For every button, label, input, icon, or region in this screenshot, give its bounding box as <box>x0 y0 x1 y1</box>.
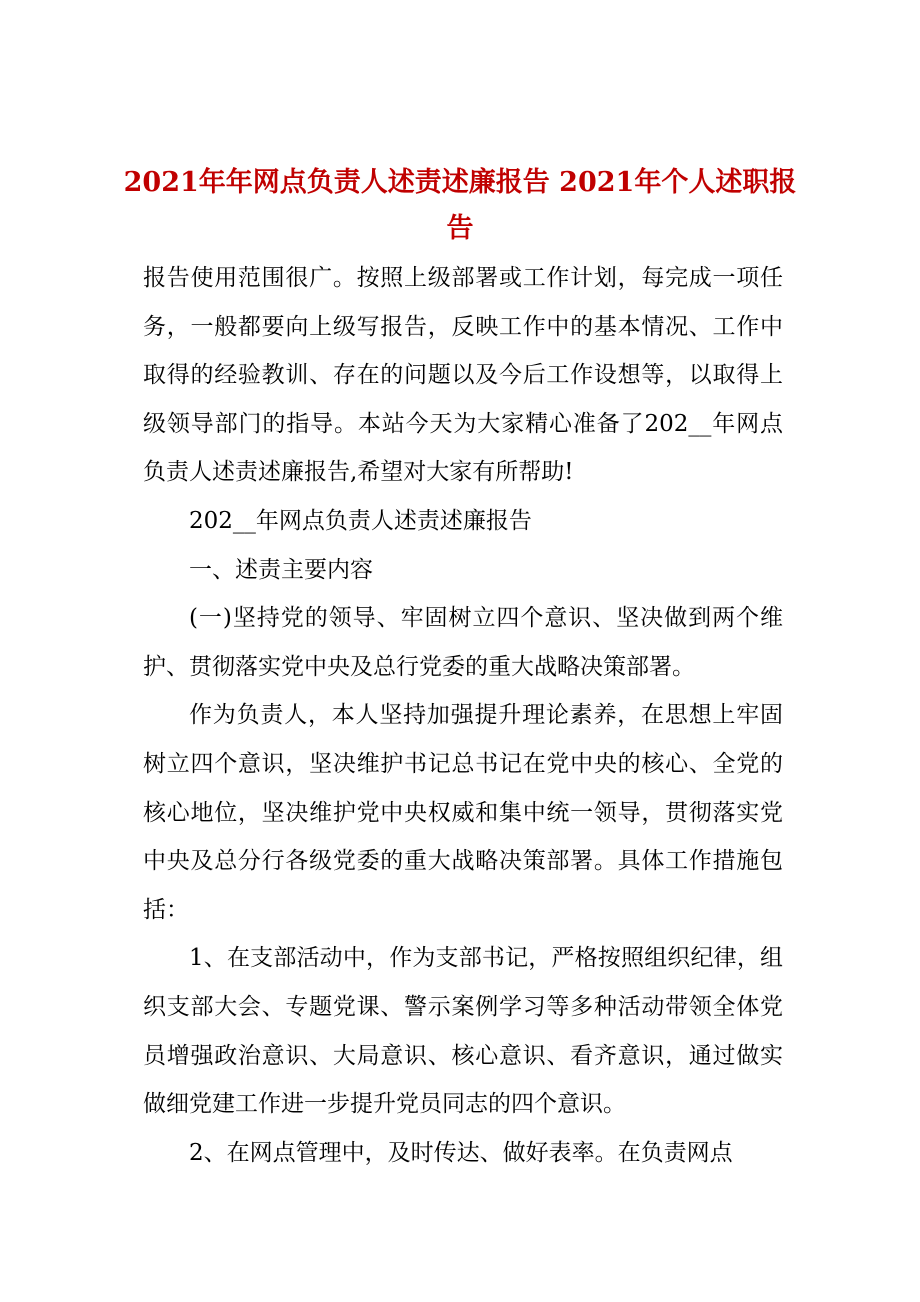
report-subtitle: 202__年网点负责人述责述廉报告 <box>189 507 532 534</box>
body-paragraph: 作为负责人，本人坚持加强提升理论素养，在思想上牢固树立四个意识，坚决维护书记总书记在党中央的核心、全党的核心地位，坚决维护党中央权威和集中统一领导，贯彻落实党中央及总分行各级党委的重大战略决策部署。具体工作措施包括： <box>143 702 783 923</box>
document-body <box>143 254 783 1177</box>
intro-paragraph: 报告使用范围很广。按照上级部署或工作计划，每完成一项任务，一般都要向上级写报告，反映工作中的基本情况、工作中取得的经验教训、存在的问题以及今后工作设想等，以取得上级领导部门的指导。本站今天为大家精心准备了202__年网点负责人述责述廉报告,希望对大家有所帮助! <box>143 265 783 486</box>
document-title: 2021年年网点负责人述责述廉报告 2021年个人述职报告 <box>123 167 797 244</box>
subsection-heading: (一)坚持党的领导、牢固树立四个意识、坚决做到两个维护、贯彻落实党中央及总行党委的重大战略决策部署。 <box>143 605 783 680</box>
list-item: 2、在网点管理中，及时传达、做好表率。在负责网点 <box>189 1139 733 1166</box>
section-heading: 一、述责主要内容 <box>189 556 373 583</box>
list-item: 1、在支部活动中，作为支部书记，严格按照组织纪律，组织支部大会、专题党课、警示案例学习等多种活动带领全体党员增强政治意识、大局意识、核心意识、看齐意识，通过做实做细党建工作进一步提升党员同志的四个意识。 <box>143 945 783 1118</box>
